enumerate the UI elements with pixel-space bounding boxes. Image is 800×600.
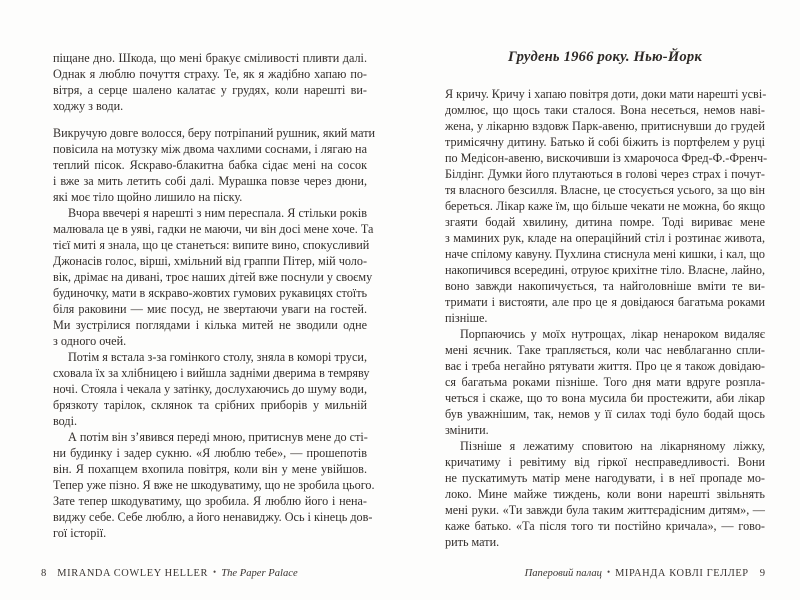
text-line: накопичився всередині, отруює крихітне тіло. Власне, лайно,: [445, 263, 765, 277]
text-line: береться. Лікар каже їм, що більше чекати не можна, бо якщо: [445, 199, 766, 213]
text-line: домлює, що щось таки сталося. Вона несеться, немов наві-: [445, 103, 765, 117]
text-line: тримісячну дитину. Батько й собі біжить із портфелем у руці: [445, 135, 765, 149]
text-line: по Медісон-авеню, вискочивши із хмарочоса Фред-Ф.-Френч-: [445, 151, 768, 165]
text-line: мені руки. «Ти завжди була таким життєрадісним дитям», —: [445, 503, 765, 517]
text-line: малювала це в уяві, гадки не маючи, чи він досі мене хоче. Та: [53, 222, 374, 236]
right-footer-author: МІРАНДА КОВЛІ ГЕЛЛЕР: [615, 568, 749, 579]
text-line: кричатиму і ревітиму від гіркої несправедливості. Вони: [445, 455, 765, 469]
text-line: жена, у лікарню вздовж Парк-авеню, притиснувши до грудей: [445, 119, 765, 133]
text-line: тієї миті я знала, що це станеться: випите вино, спокусливий: [53, 238, 370, 252]
text-line: гої історії.: [53, 526, 107, 540]
text-line: ває і треба негайно рятувати життя. Про це я також довідаю-: [445, 359, 765, 373]
text-line: теплий пісок. Яскраво-блакитна бабка сідає мені на сосок: [53, 158, 367, 172]
left-footer-book-title: The Paper Palace: [221, 568, 298, 579]
text-line: воно завжди накопичується, та найголовніше вміти те ви-: [445, 279, 765, 293]
paragraph: [53, 125, 376, 205]
text-line: Білдінг. Думки його плутаються в голові через страх і почут-: [445, 167, 765, 181]
text-line: вітря, а серце шалено калатає у грудях, коли нарешті ви-: [53, 83, 367, 97]
right-page-body: [445, 86, 768, 550]
left-footer-author: MIRANDA COWLEY HELLER: [57, 568, 209, 579]
right-footer-book-title: Паперовий палац: [524, 568, 602, 579]
text-line: ходжу з води.: [53, 99, 124, 113]
text-line: четься і скаже, що то вона мусила би простежити, аби лікар: [445, 391, 765, 405]
text-line: сховала їх за хлібницею і вийшла задніми дверима в темряву: [53, 366, 370, 380]
text-line: мені яєчник. Таке трапляється, коли час невблаганно спли-: [445, 343, 765, 357]
text-line: він. Я похапцем вхопила повітря, коли він у мене увійшов.: [53, 462, 367, 476]
text-line: локо. Мине майже тиждень, коли вони нарешті звільнять: [445, 487, 765, 501]
chapter-heading: Грудень 1966 року. Нью-Йорк: [507, 49, 703, 65]
text-line: Викручую довге волосся, беру потріпаний рушник, який мати: [53, 126, 376, 140]
text-line: з маминих рук, кладе на операційний стіл і розтинає живота,: [445, 231, 765, 245]
text-line: А потім він з’явився переді мною, притиснув мене до сті-: [68, 430, 368, 444]
text-line: піщане дно. Шкода, що мені бракує сміливості пливти далі.: [53, 51, 367, 65]
right-page-text: [445, 48, 768, 550]
left-page-text: [53, 50, 376, 541]
footer-bullet-icon: •: [606, 567, 611, 577]
text-line: Я кричу. Кричу і хапаю повітря доти, доки мати нарешті усві-: [445, 87, 767, 101]
paragraph: [445, 438, 765, 550]
text-line: наче спілому кавуну. Пухлина стиснула мені кишки, і кал, що: [445, 247, 765, 261]
text-line: Порпаючись у моїх нутрощах, лікар ненароком видаляє: [460, 327, 765, 341]
text-line: будиночку, мати в яскраво-жовтих гумових рукавицях стоїть: [53, 286, 368, 300]
right-running-footer: [525, 565, 765, 581]
text-line: вік, дрімає на дивані, троє наших дітей вже поснули у своєму: [53, 270, 373, 284]
right-page-number: 9: [759, 568, 765, 579]
left-page-number: 8: [41, 568, 47, 579]
text-line: повісила на мотузку між двома чахлими соснами, і лягаю на: [53, 142, 367, 156]
text-line: ни будинку і задер сукню. «Я люблю тебе», — прошепотів: [53, 446, 367, 460]
text-line: змінити.: [445, 423, 489, 437]
text-line: виджу себе. Себе люблю, а його ненавиджу. Ось і кінець дов-: [53, 510, 373, 524]
left-running-footer: [41, 565, 298, 581]
footer-bullet-icon: •: [213, 567, 217, 577]
paragraph: [53, 50, 367, 114]
text-line: Вчора ввечері я нарешті з ним переспала. Я стільки років: [68, 206, 367, 220]
paragraph: [53, 205, 374, 349]
paragraph: [445, 86, 768, 326]
text-line: згаяти бодай хвилину, дитина помре. Тоді вириває мене: [445, 215, 765, 229]
paragraph: [53, 429, 375, 541]
text-line: не пускатимуть матір мене нагодувати, і в неї пропаде мо-: [445, 471, 765, 485]
text-line: каже батько. «Та після того ти постійно кричала», — гово-: [445, 519, 765, 533]
text-line: рить мати.: [445, 535, 500, 549]
text-line: ночі. Стояла і чекала у затінку, дослухаючись до шуму води,: [53, 382, 367, 396]
text-line: і вже за мить летить собі далі. Мурашка повзе через дюни,: [53, 174, 367, 188]
text-line: Джонасів голос, вірші, хмільний від граппи Пітер, мій чоло-: [53, 254, 367, 268]
text-line: які моє тіло щойно лишило на піску.: [53, 190, 243, 204]
text-line: Однак я люблю почуття страху. Те, як я жадібно хапаю по-: [53, 67, 367, 81]
text-line: Тепер уже пізно. Я вже не шкодуватиму, що не зробила цього.: [53, 478, 375, 492]
text-line: біля раковини — миє посуд, не звертаючи уваги на гостей.: [53, 302, 367, 316]
paragraph: [445, 326, 765, 438]
text-line: Пізніше я лежатиму сповитою на лікарняному ліжку,: [460, 439, 765, 453]
text-line: тя власного безсилля. Власне, це стосується усього, за що він: [445, 183, 765, 197]
text-line: пізніше.: [445, 311, 488, 325]
text-line: з одного очей.: [53, 334, 127, 348]
text-line: тримати і вистояти, але про це я довідаюся багатьма роками: [445, 295, 765, 309]
text-line: Зате тепер шкодуватиму, що зробила. Я люблю його і нена-: [53, 494, 367, 508]
text-line: ся багатьма роками пізніше. Того дня мати вдруге розпла-: [445, 375, 765, 389]
text-line: Ми зустрілися поглядами і кілька митей не зводили одне: [53, 318, 367, 332]
paragraph: [53, 349, 370, 429]
text-line: Потім я встала з-за гомінкого столу, зняла в коморі труси,: [68, 350, 367, 364]
text-line: воді.: [53, 414, 78, 428]
text-line: був уважнішим, так, немов у її силах тоді було бодай щось: [445, 407, 765, 421]
text-line: брязкоту тарілок, склянок та срібних приборів у мильній: [53, 398, 367, 412]
